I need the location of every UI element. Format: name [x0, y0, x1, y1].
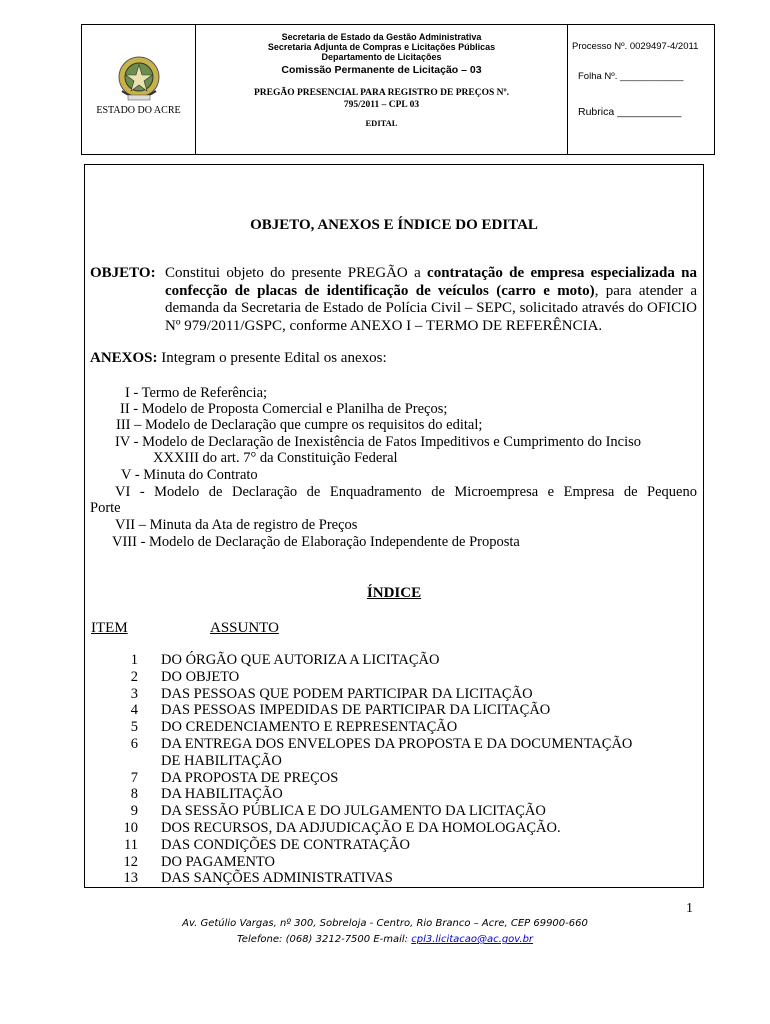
footer-address: Av. Getúlio Vargas, nº 300, Sobreloja - Centro, Rio Branco – Acre, CEP 69900-660: [182, 918, 588, 929]
indice-item-number: 5: [130, 719, 138, 736]
anexo-item: VI - Modelo de Declaração de Enquadramento de Microempresa e Empresa de Pequeno: [115, 484, 697, 500]
indice-item-number: 9: [130, 803, 138, 820]
anexo-item: V - Minuta do Contrato: [121, 467, 258, 483]
page-number: 1: [686, 901, 693, 916]
indice-item-title: DAS PESSOAS IMPEDIDAS DE PARTICIPAR DA LICITAÇÃO: [161, 702, 551, 719]
process-title-2: 795/2011 – CPL 03: [343, 100, 420, 110]
col-header-assunto: ASSUNTO: [210, 620, 279, 636]
process-title-1: PREGÃO PRESENCIAL PARA REGISTRO DE PREÇOS Nº.: [253, 88, 509, 98]
objeto-text-1: Constitui objeto do presente PREGÃO a: [165, 265, 428, 281]
header-logo-cell: [82, 25, 196, 154]
document-header: [81, 24, 715, 155]
org-line-3: Departamento de Licitações: [321, 52, 442, 62]
org-line-1: Secretaria de Estado da Gestão Administrativa: [281, 32, 482, 42]
indice-item-number: 11: [124, 836, 138, 853]
indice-item-title: DO CREDENCIAMENTO E REPRESENTAÇÃO: [161, 719, 458, 736]
indice-item-number: 13: [123, 870, 138, 887]
indice-item-number: 1: [130, 652, 138, 668]
org-line-2: Secretaria Adjunta de Compras e Licitações Públicas: [267, 42, 496, 52]
footer-email-link[interactable]: cpl3.licitacao@ac.gov.br: [411, 934, 534, 945]
edital-content-box: [84, 164, 704, 888]
indice-item-number: 7: [130, 769, 138, 786]
footer-contact: [0, 934, 770, 945]
anexo-item-continuation: XXXIII do art. 7° da Constituição Federal: [153, 450, 398, 466]
doc-type: EDITAL: [365, 118, 398, 128]
indice-item-title: DA PROPOSTA DE PREÇOS: [161, 769, 339, 786]
header-title-cell: [196, 25, 568, 154]
anexos-intro: Integram o presente Edital os anexos:: [161, 350, 387, 366]
indice-item-title: DO OBJETO: [161, 668, 240, 685]
anexo-item: VIII - Modelo de Declaração de Elaboração Independente de Proposta: [112, 534, 520, 550]
indice-item-number: 8: [130, 786, 138, 803]
objeto-label: OBJETO:: [90, 265, 156, 281]
indice-item-title: DA ENTREGA DOS ENVELOPES DA PROPOSTA E DA DOCUMENTAÇÃO: [161, 736, 633, 752]
anexo-item: III – Modelo de Declaração que cumpre os requisitos do edital;: [116, 417, 483, 433]
objeto-text-2: , para atender a demanda da Secretaria de Estado de Polícia Civil – SEPC, solicitado através do OFICIO Nº 979/2011/GSPC, conforme ANEXO I – TERMO DE REFERÊNCIA.: [165, 282, 698, 334]
indice-item-number: 12: [123, 853, 138, 870]
indice-item-title: DAS PESSOAS QUE PODEM PARTICIPAR DA LICITAÇÃO: [161, 685, 533, 702]
indice-item-number: 2: [130, 668, 138, 685]
state-coat-of-arms-icon: [114, 53, 164, 103]
indice-item-title: DOS RECURSOS, DA ADJUDICAÇÃO E DA HOMOLOGAÇÃO.: [161, 820, 561, 836]
indice-item-number: 4: [130, 702, 138, 719]
objeto-section: [90, 265, 697, 337]
folha-field: Folha Nº. ____________: [578, 71, 684, 82]
indice-title: ÍNDICE: [366, 585, 422, 601]
indice-item-number: 3: [130, 685, 138, 702]
indice-item-title: DAS SANÇÕES ADMINISTRATIVAS: [161, 870, 393, 887]
indice-item-title: DA SESSÃO PÚBLICA E DO JULGAMENTO DA LICITAÇÃO: [161, 803, 546, 820]
indice-item-title: DO ÓRGÃO QUE AUTORIZA A LICITAÇÃO: [161, 652, 440, 668]
indice-item-number: 6: [130, 736, 138, 752]
anexos-label: ANEXOS:: [90, 350, 158, 366]
process-number: Processo Nº. 0029497-4/2011: [572, 41, 699, 52]
anexo-item: II - Modelo de Proposta Comercial e Planilha de Preços;: [120, 401, 448, 417]
rubrica-field: Rubrica ___________: [578, 106, 682, 118]
indice-item-title: DAS CONDIÇÕES DE CONTRATAÇÃO: [161, 836, 410, 853]
state-name: ESTADO DO ACRE: [96, 105, 181, 116]
indice-item-title: DO PAGAMENTO: [161, 853, 276, 870]
indice-item-title: DA HABILITAÇÃO: [161, 786, 283, 803]
indice-item-title-continuation: DE HABILITAÇÃO: [161, 752, 282, 769]
indice-item-number: 10: [123, 820, 138, 836]
footer-phone: Telefone: (068) 3212-7500 E-mail:: [236, 934, 409, 945]
commission-name: Comissão Permanente de Licitação – 03: [281, 64, 482, 76]
header-process-cell: [568, 25, 714, 154]
anexo-item-continuation: Porte: [90, 500, 121, 516]
objeto-text: [165, 265, 697, 335]
anexos-section: [90, 350, 387, 367]
header-org-lines: [196, 32, 567, 77]
anexo-item: IV - Modelo de Declaração de Inexistência de Fatos Impeditivos e Cumprimento do Inciso: [115, 434, 642, 450]
col-header-item: ITEM: [91, 620, 128, 636]
page-title: OBJETO, ANEXOS E ÍNDICE DO EDITAL: [250, 217, 538, 233]
anexo-item: VII – Minuta da Ata de registro de Preços: [115, 517, 358, 533]
anexo-item: I - Termo de Referência;: [125, 385, 268, 401]
objeto-bold-text: contratação de empresa especializada na confecção de placas de identificação de veículos (carro e moto): [165, 265, 697, 299]
